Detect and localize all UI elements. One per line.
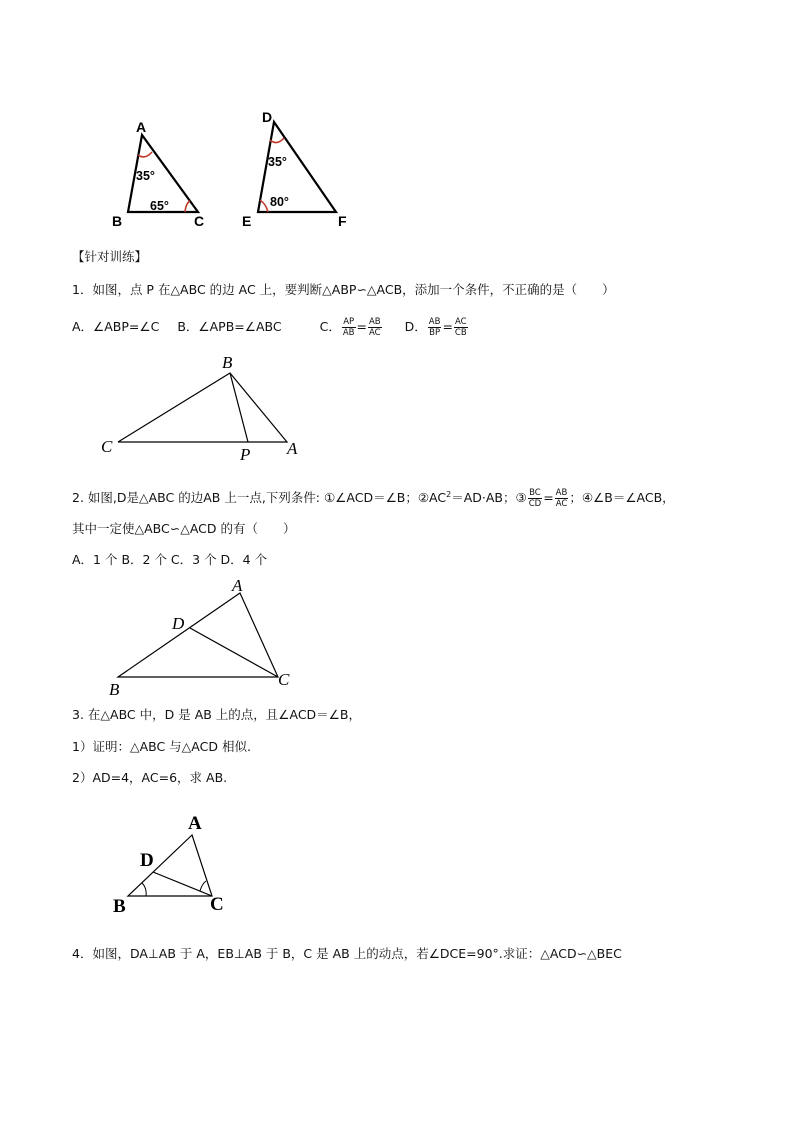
angle-e-value: 80°: [270, 195, 289, 209]
angle-e-arc: [260, 200, 268, 212]
q3-angle-c-arc: [200, 881, 206, 891]
q1-option-d-prefix: D．: [404, 319, 427, 334]
q2-label-d: D: [172, 614, 185, 633]
label-d: D: [262, 109, 273, 125]
q2-text: [72, 484, 675, 509]
figure-triangles-abc-def: [100, 100, 380, 235]
q2-text-a: 2. 如图,D是△ABC 的边AB 上一点,下列条件: ①∠ACD＝∠B；②AC: [72, 490, 447, 506]
angle-a-value: 35°: [136, 169, 155, 183]
q3-figure: [108, 808, 238, 918]
q3-text: 3. 在△ABC 中，D 是 AB 上的点，且∠ACD＝∠B，: [72, 707, 361, 722]
q1-option-c-fraction1: $\frac{AP}{AB}$: [342, 317, 355, 338]
q1-option-a: A．∠ABP=∠C: [72, 319, 160, 334]
q1-triangle: [118, 373, 287, 442]
q3-label-b: B: [113, 896, 126, 917]
q2-label-c: C: [278, 670, 290, 689]
label-a: A: [136, 119, 147, 135]
q2-figure: [100, 575, 310, 700]
q2-fraction-eq: =: [543, 490, 554, 506]
q1-label-a: A: [287, 439, 298, 458]
q1-figure: [95, 350, 315, 465]
q2-text-b: ＝AD·AB；③: [451, 490, 527, 506]
q3-angle-b-arc: [142, 883, 146, 896]
q1-text: 1．如图，点 P 在△ABC 的边 AC 上，要判断△ABP∽△ACB，添加一个条件，不正确的是（ ）: [72, 282, 615, 297]
q2-label-b: B: [109, 680, 120, 699]
angle-d-value: 35°: [268, 155, 287, 169]
q2-triangle: [118, 593, 278, 677]
q1-options: [72, 316, 469, 338]
q1-option-c-prefix: C．: [319, 319, 341, 334]
angle-c-value: 65°: [150, 199, 169, 213]
q1-label-c: C: [101, 437, 113, 456]
label-e: E: [242, 213, 252, 229]
q1-option-d-fraction1: $\frac{AB}{BP}$: [428, 317, 441, 338]
q2-segment-dc: [190, 628, 278, 677]
q3-label-a: A: [188, 813, 202, 834]
label-b: B: [112, 213, 123, 229]
label-c: C: [194, 213, 205, 229]
q3-label-d: D: [140, 850, 154, 871]
q2-text-c: ；④∠B＝∠ACB，: [569, 490, 675, 506]
q2-superscript: 2: [446, 490, 452, 499]
q3-sub1: 1）证明：△ABC 与△ACD 相似.: [72, 739, 251, 754]
q1-label-p: P: [240, 445, 251, 464]
q1-option-d-fraction2: $\frac{AC}{CB}$: [454, 317, 467, 338]
q2-line2: 其中一定使△ABC∽△ACD 的有（ ）: [72, 521, 296, 536]
q2-fraction2: $\frac{AB}{AC}$: [555, 488, 568, 510]
q2-label-a: A: [232, 576, 243, 595]
q4-text: 4．如图，DA⊥AB 于 A，EB⊥AB 于 B，C 是 AB 上的动点，若∠DCE=90°.求证：△ACD∽△BEC: [72, 946, 622, 961]
section-title: 【针对训练】: [72, 249, 148, 264]
q3-label-c: C: [210, 894, 224, 915]
q1-option-d-eq: =: [442, 319, 453, 334]
angle-a-arc: [138, 152, 152, 157]
angle-c-arc: [185, 201, 190, 212]
q1-option-c-eq: =: [356, 319, 367, 334]
q1-option-b: B．∠APB=∠ABC: [177, 319, 282, 334]
q1-label-b: B: [222, 353, 233, 372]
q2-options: A．1 个 B．2 个 C．3 个 D．4 个: [72, 552, 268, 567]
q1-option-c-fraction2: $\frac{AB}{AC}$: [368, 317, 381, 338]
q3-sub2: 2）AD=4，AC=6，求 AB.: [72, 770, 228, 785]
q2-fraction1: $\frac{BC}{CD}$: [528, 488, 542, 510]
label-f: F: [338, 213, 347, 229]
